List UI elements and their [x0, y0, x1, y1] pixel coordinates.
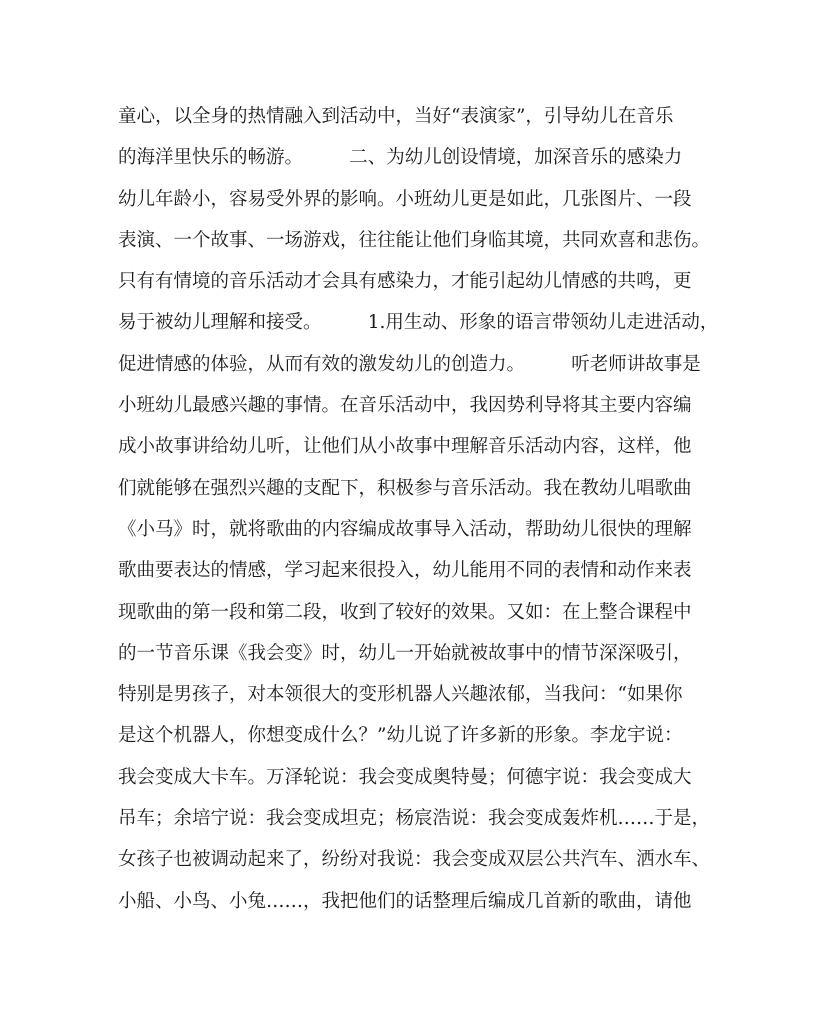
body-text: [118, 96, 719, 922]
text-line: 幼儿年龄小，容易受外界的影响。小班幼儿更是如此，几张图片、一段: [118, 188, 692, 210]
text-line: 我会变成大卡车。万泽轮说：我会变成奥特曼；何德宇说：我会变成大: [118, 766, 692, 788]
text-line: 小班幼儿最感兴趣的事情。在音乐活动中，我因势利导将其主要内容编: [118, 395, 692, 417]
text-line: 《小马》时，就将歌曲的内容编成故事导入活动，帮助幼儿很快的理解: [118, 518, 692, 540]
text-line: 促进情感的体验，从而有效的激发幼儿的创造力。 听老师讲故事是: [118, 353, 701, 375]
text-line: 表演、一个故事、一场游戏，往往能让他们身临其境，共同欢喜和悲伤。: [118, 229, 711, 251]
text-line: 歌曲要表达的情感，学习起来很投入，幼儿能用不同的表情和动作来表: [118, 560, 692, 582]
text-line: 的一节音乐课《我会变》时，幼儿一开始就被故事中的情节深深吸引，: [118, 642, 692, 664]
text-line: 女孩子也被调动起来了，纷纷对我说：我会变成双层公共汽车、洒水车、: [118, 849, 711, 871]
text-line: 现歌曲的第一段和第二段，收到了较好的效果。又如：在上整合课程中: [118, 601, 692, 623]
text-line: 易于被幼儿理解和接受。 1.用生动、形象的语言带领幼儿走进活动，: [118, 312, 719, 334]
text-line: 是这个机器人，你想变成什么？”幼儿说了许多新的形象。李龙宇说：: [118, 725, 683, 747]
text-line: 的海洋里快乐的畅游。 二、为幼儿创设情境，加深音乐的感染力: [118, 147, 683, 169]
text-line: 童心，以全身的热情融入到活动中，当好“表演家”，引导幼儿在音乐: [118, 106, 674, 127]
text-line: 们就能够在强烈兴趣的支配下，积极参与音乐活动。我在教幼儿唱歌曲: [118, 477, 692, 499]
text-line: 只有有情境的音乐活动才会具有感染力，才能引起幼儿情感的共鸣，更: [118, 271, 692, 293]
text-line: 成小故事讲给幼儿听，让他们从小故事中理解音乐活动内容，这样，他: [118, 436, 692, 458]
text-line: 特别是男孩子，对本领很大的变形机器人兴趣浓郁，当我问：“如果你: [118, 684, 683, 706]
text-line: 小船、小鸟、小兔……，我把他们的话整理后编成几首新的歌曲，请他: [118, 890, 692, 912]
text-line: 吊车；余培宁说：我会变成坦克；杨宸浩说：我会变成轰炸机……于是，: [118, 808, 711, 830]
